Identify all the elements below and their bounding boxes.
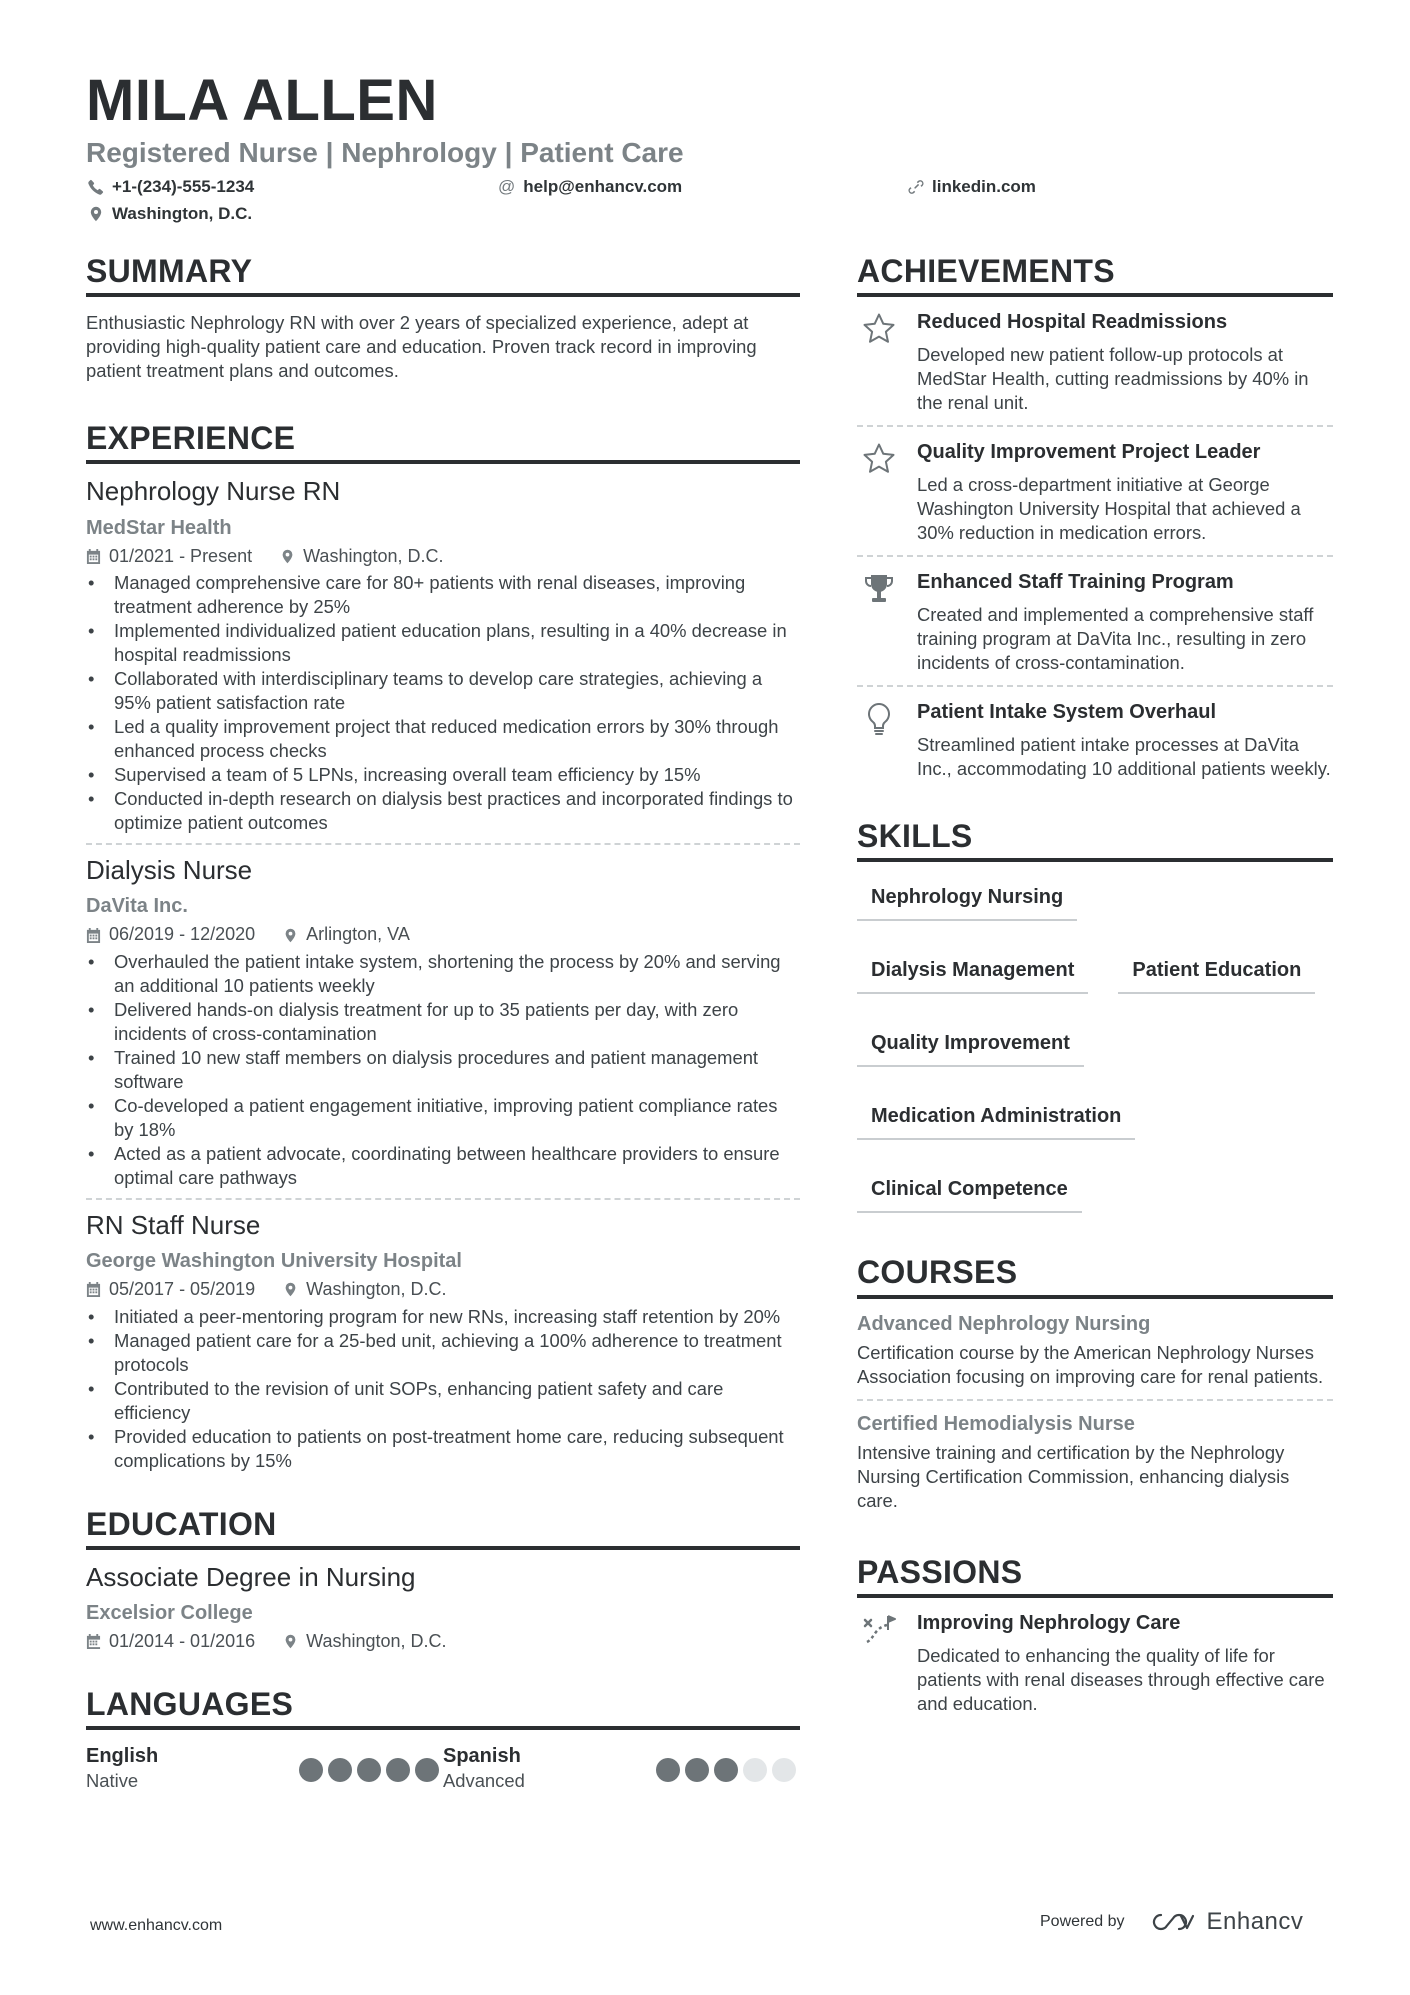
achievement-desc: Led a cross-department initiative at George Washington University Hospital that achieved a 30% reduction in medication errors.	[917, 474, 1301, 544]
job-bullet: • Contributed to the revision of unit SOPs, enhancing patient safety and care efficiency	[86, 1377, 800, 1425]
achievement-title: Quality Improvement Project Leader	[917, 441, 1261, 464]
course-item	[857, 1399, 1333, 1523]
skills-section	[857, 819, 1333, 1213]
job-location	[283, 924, 410, 946]
course-desc: Certification course by the American Nephrology Nurses Association focusing on improving care for renal patients.	[857, 1341, 1324, 1387]
achievement-body	[917, 569, 1333, 675]
job-bullet: • Managed comprehensive care for 80+ patients with renal diseases, improving treatment adherence by 25%	[86, 571, 800, 619]
contact-phone	[88, 178, 254, 195]
job-meta	[86, 1279, 800, 1301]
linkedin-value[interactable]: linkedin.com	[932, 177, 1036, 196]
job-bullets	[86, 1305, 800, 1473]
achievement-body	[917, 699, 1333, 781]
job-dates-text: 01/2021 - Present	[109, 545, 253, 566]
brand-logo[interactable]	[1151, 1908, 1304, 1936]
location-pin-icon	[88, 206, 104, 222]
job-dates	[86, 546, 252, 568]
job-meta	[86, 546, 800, 568]
email-value[interactable]: help@enhancv.com	[523, 177, 683, 196]
language-level: Advanced	[443, 1769, 525, 1791]
location-pin-icon	[283, 1282, 298, 1297]
job-bullet: • Conducted in-depth research on dialysis best practices and incorporated findings to optimize patient outcomes	[86, 787, 800, 835]
job-bullet: • Overhauled the patient intake system, shortening the process by 20% and serving an additional 10 patients weekly	[86, 950, 800, 998]
achievements-heading: ACHIEVEMENTS	[857, 254, 1333, 297]
rating-dot	[357, 1758, 381, 1782]
job-dates-text: 05/2017 - 05/2019	[109, 1279, 256, 1300]
passion-list	[857, 1598, 1333, 1726]
education-location	[283, 1631, 446, 1653]
job-location	[280, 546, 443, 568]
education-section	[86, 1507, 800, 1653]
course-item	[857, 1301, 1333, 1399]
rating-dot	[656, 1758, 680, 1782]
passion-title: Improving Nephrology Care	[917, 1611, 1181, 1634]
job-bullet: • Implemented individualized patient education plans, resulting in a 40% decrease in hospital readmissions	[86, 619, 800, 667]
footer-branding	[1040, 1908, 1303, 1936]
calendar-icon	[86, 1634, 101, 1649]
brand-name: Enhancv	[1206, 1908, 1304, 1935]
education-meta	[86, 1631, 800, 1653]
education-entry	[86, 1562, 800, 1653]
job-location	[283, 1279, 446, 1301]
languages-heading: LANGUAGES	[86, 1687, 800, 1730]
job-bullet: • Delivered hands-on dialysis treatment for up to 35 patients per day, with zero incidents of cross-contamination	[86, 998, 800, 1046]
achievement-desc: Created and implemented a comprehensive staff training program at DaVita Inc., resulting in zero incidents of cross-contamination.	[917, 604, 1314, 674]
achievement-item	[857, 297, 1333, 425]
language-text	[443, 1744, 525, 1792]
education-location-text: Washington, D.C.	[306, 1631, 447, 1652]
rating-dot	[685, 1758, 709, 1782]
passions-heading: PASSIONS	[857, 1555, 1333, 1598]
rating-dot	[714, 1758, 738, 1782]
job-title: Dialysis Nurse	[86, 855, 253, 886]
skill-tag: Patient Education	[1118, 953, 1315, 994]
candidate-name: MILA ALLEN	[86, 68, 438, 133]
school-name: Excelsior College	[86, 1602, 253, 1625]
achievement-desc: Developed new patient follow-up protocols at MedStar Health, cutting readmissions by 40% in the renal unit.	[917, 344, 1309, 414]
job-bullet: • Provided education to patients on post-treatment home care, reducing subsequent complications by 15%	[86, 1425, 800, 1473]
contact-location	[88, 205, 252, 222]
phone-value[interactable]: +1-(234)-555-1234	[112, 177, 255, 196]
passions-section	[857, 1555, 1333, 1726]
passion-desc: Dedicated to enhancing the quality of life for patients with renal diseases through effective care and education.	[917, 1644, 1325, 1714]
job-bullets	[86, 571, 800, 835]
job-title: RN Staff Nurse	[86, 1209, 261, 1240]
achievement-body	[917, 309, 1333, 415]
left-column	[86, 254, 800, 1792]
rating-dot	[386, 1758, 410, 1782]
calendar-icon	[86, 549, 101, 564]
job-dates	[86, 924, 255, 946]
skill-tag: Nephrology Nursing	[857, 880, 1077, 921]
passion-item	[857, 1598, 1333, 1726]
rating-dot	[415, 1758, 439, 1782]
at-icon: @	[498, 177, 516, 196]
lightbulb-icon	[857, 699, 901, 781]
job-title: Nephrology Nurse RN	[86, 476, 341, 507]
powered-by-label: Powered by	[1040, 1913, 1125, 1930]
skill-list	[857, 880, 1333, 1213]
skill-tag: Medication Administration	[857, 1099, 1135, 1140]
right-column	[857, 254, 1333, 1726]
job-company: MedStar Health	[86, 516, 232, 539]
achievement-title: Enhanced Staff Training Program	[917, 571, 1234, 594]
achievement-title: Reduced Hospital Readmissions	[917, 311, 1228, 334]
language-level: Native	[86, 1769, 139, 1791]
achievement-body	[917, 439, 1333, 545]
languages-section	[86, 1687, 800, 1792]
job-bullet: • Acted as a patient advocate, coordinating between healthcare providers to ensure optimal care pathways	[86, 1142, 800, 1190]
job-bullet: • Trained 10 new staff members on dialysis procedures and patient management software	[86, 1046, 800, 1094]
courses-heading: COURSES	[857, 1255, 1333, 1298]
calendar-icon	[86, 1282, 101, 1297]
location-pin-icon	[283, 928, 298, 943]
job-bullet: • Collaborated with interdisciplinary teams to develop care strategies, achieving a 95% patient satisfaction rate	[86, 667, 800, 715]
skill-tag: Dialysis Management	[857, 953, 1088, 994]
summary-text: Enthusiastic Nephrology RN with over 2 years of specialized experience, adept at providing high-quality patient care and education. Proven track record in improving patient treatment plans and outcomes.	[86, 312, 757, 382]
job-bullet: • Managed patient care for a 25-bed unit, achieving a 100% adherence to treatment protocols	[86, 1329, 800, 1377]
language-name: Spanish	[443, 1744, 521, 1767]
link-icon	[908, 179, 924, 195]
rating-dot	[299, 1758, 323, 1782]
achievement-item	[857, 685, 1333, 791]
job-bullet: • Co-developed a patient engagement initiative, improving patient compliance rates by 18%	[86, 1094, 800, 1142]
course-title: Advanced Nephrology Nursing	[857, 1312, 1151, 1335]
achievements-section	[857, 254, 1333, 791]
job-location-text: Washington, D.C.	[306, 1279, 447, 1300]
course-list	[857, 1301, 1333, 1523]
enhancv-logo-icon	[1151, 1910, 1199, 1934]
phone-icon	[88, 179, 104, 195]
course-desc: Intensive training and certification by the Nephrology Nursing Certification Commission, enhancing dialysis care.	[857, 1441, 1290, 1511]
job-entry	[86, 843, 800, 1198]
job-location-text: Arlington, VA	[306, 924, 410, 945]
trophy-icon	[857, 569, 901, 675]
experience-heading: EXPERIENCE	[86, 421, 800, 464]
summary-section	[86, 254, 800, 383]
achievement-item	[857, 425, 1333, 555]
summary-heading: SUMMARY	[86, 254, 800, 297]
calendar-icon	[86, 928, 101, 943]
location-value: Washington, D.C.	[112, 204, 253, 223]
rating-dot	[743, 1758, 767, 1782]
contact-email	[498, 178, 682, 195]
language-name: English	[86, 1744, 159, 1767]
job-bullet: • Initiated a peer-mentoring program for new RNs, increasing staff retention by 20%	[86, 1305, 800, 1329]
experience-section	[86, 421, 800, 1481]
achievement-item	[857, 555, 1333, 685]
passion-body	[917, 1610, 1333, 1716]
language-item	[86, 1744, 443, 1792]
language-rating	[299, 1758, 439, 1782]
contact-linkedin	[908, 178, 1036, 195]
achievement-desc: Streamlined patient intake processes at DaVita Inc., accommodating 10 additional patients weekly.	[917, 734, 1331, 780]
skill-tag: Quality Improvement	[857, 1026, 1084, 1067]
star-icon	[857, 309, 901, 415]
job-dates	[86, 1279, 255, 1301]
education-dates	[86, 1631, 255, 1653]
location-pin-icon	[283, 1634, 298, 1649]
job-entry	[86, 1198, 800, 1481]
footer-website[interactable]: www.enhancv.com	[90, 1917, 223, 1934]
course-title: Certified Hemodialysis Nurse	[857, 1412, 1135, 1435]
job-meta	[86, 924, 800, 946]
language-list	[86, 1744, 800, 1792]
location-pin-icon	[280, 549, 295, 564]
job-bullet: • Led a quality improvement project that reduced medication errors by 30% through enhanced process checks	[86, 715, 800, 763]
job-list	[86, 476, 800, 1480]
job-company: DaVita Inc.	[86, 895, 188, 918]
language-text	[86, 1744, 158, 1792]
job-location-text: Washington, D.C.	[303, 545, 444, 566]
achievement-title: Patient Intake System Overhaul	[917, 701, 1217, 724]
skills-heading: SKILLS	[857, 819, 1333, 862]
language-rating	[656, 1758, 796, 1782]
job-dates-text: 06/2019 - 12/2020	[109, 924, 256, 945]
achievement-list	[857, 297, 1333, 791]
skill-tag: Clinical Competence	[857, 1172, 1082, 1213]
language-item	[443, 1744, 800, 1792]
rating-dot	[772, 1758, 796, 1782]
education-heading: EDUCATION	[86, 1507, 800, 1550]
degree-title: Associate Degree in Nursing	[86, 1561, 416, 1592]
star-icon	[857, 439, 901, 545]
job-bullets	[86, 950, 800, 1190]
job-bullet: • Supervised a team of 5 LPNs, increasing overall team efficiency by 15%	[86, 763, 800, 787]
path-icon	[857, 1610, 901, 1716]
courses-section	[857, 1255, 1333, 1522]
rating-dot	[328, 1758, 352, 1782]
job-company: George Washington University Hospital	[86, 1250, 462, 1273]
education-dates-text: 01/2014 - 01/2016	[109, 1631, 256, 1652]
job-entry	[86, 476, 800, 843]
candidate-title: Registered Nurse | Nephrology | Patient Care	[86, 137, 684, 168]
